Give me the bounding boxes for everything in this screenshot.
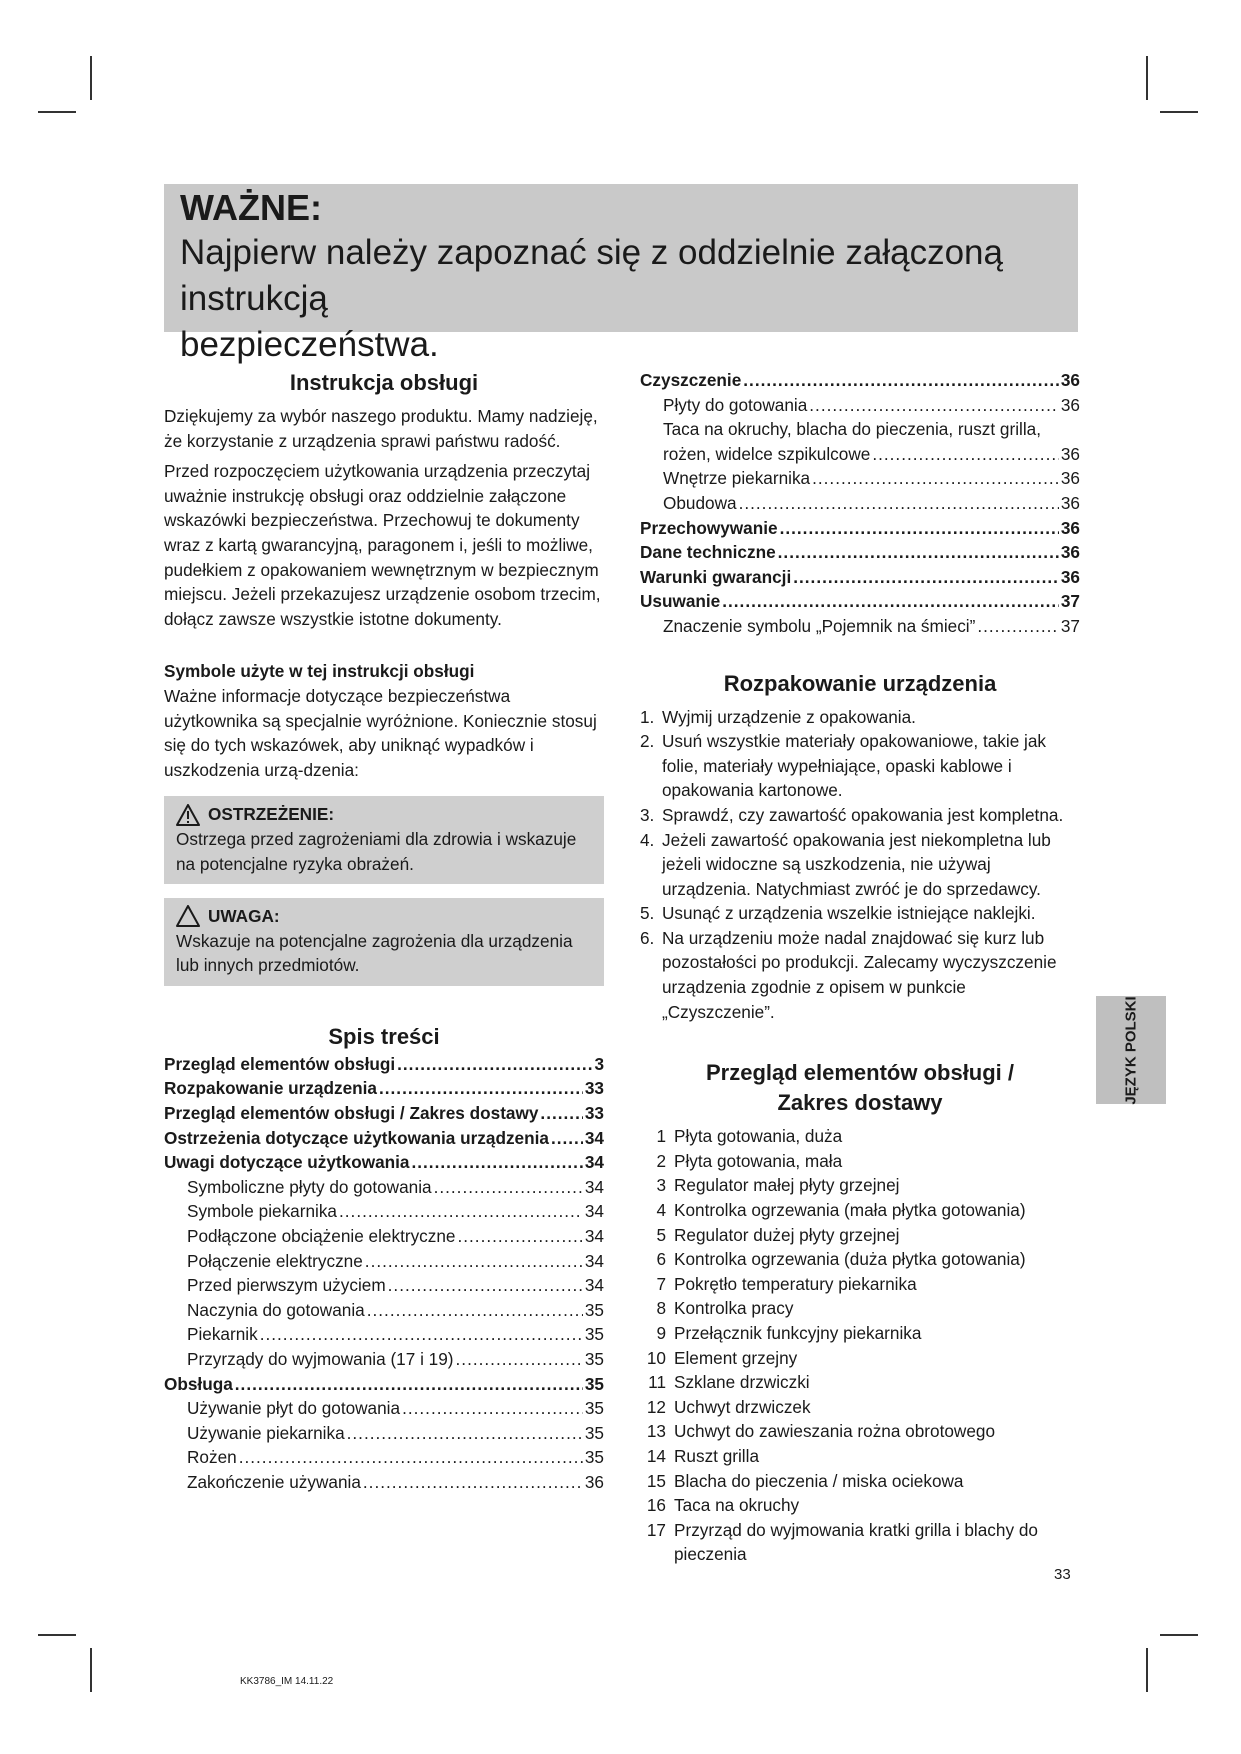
list-text: Płyta gotowania, duża: [674, 1126, 843, 1147]
left-column: [164, 368, 604, 1495]
list-number: 8: [656, 1298, 666, 1319]
language-side-tab: [1096, 996, 1166, 1104]
list-text: Kontrolka pracy: [674, 1298, 794, 1319]
toc-entry: [640, 368, 1080, 393]
toc-page: 3: [594, 1053, 604, 1074]
toc-leader-dots: [235, 1372, 583, 1397]
toc-page: 36: [1060, 394, 1080, 415]
part-item: [640, 1419, 1080, 1444]
toc-page: 33: [584, 1078, 604, 1099]
toc-page: 36: [1060, 468, 1080, 489]
list-number: 13: [646, 1421, 666, 1442]
toc-page: 34: [584, 1127, 604, 1148]
part-item: [640, 1198, 1080, 1223]
toc-page: 34: [584, 1250, 604, 1271]
warning-triangle-icon: [176, 804, 200, 826]
list-text: Uchwyt do zawieszania rożna obrotowego: [674, 1421, 996, 1442]
toc-entry: [164, 1224, 604, 1249]
toc-leader-dots: [739, 491, 1059, 516]
list-number: 1: [656, 1126, 666, 1147]
crop-mark: [1160, 111, 1198, 113]
toc-entry: [640, 442, 1080, 467]
list-text: Blacha do pieczenia / miska ociekowa: [674, 1470, 964, 1491]
unpack-step: [640, 901, 1080, 926]
toc-label: Zakończenie używania: [187, 1471, 361, 1492]
list-text: Taca na okruchy: [674, 1495, 800, 1516]
list-text: Na urządzeniu może nadal znajdować się kurz lub pozostałości po produkcji. Zalecamy wyczyszczenie urządzenia zgodnie z opisem w punkcie „Czyszczenie”.: [662, 927, 1057, 1022]
crop-mark: [38, 111, 76, 113]
toc-entry: [164, 1101, 604, 1126]
list-text: Pokrętło temperatury piekarnika: [674, 1273, 917, 1294]
list-number: 1.: [640, 706, 655, 727]
list-text: Ruszt grilla: [674, 1445, 760, 1466]
toc-page: 35: [584, 1373, 604, 1394]
important-line-1: Najpierw należy zapoznać się z oddzielnie załączoną instrukcją: [180, 233, 1003, 318]
toc-label: Znaczenie symbolu „Pojemnik na śmieci”: [663, 615, 976, 636]
list-number: 3: [656, 1175, 666, 1196]
warning-title: OSTRZEŻENIE:: [208, 804, 335, 825]
toc-page: 35: [584, 1422, 604, 1443]
toc-entry: [164, 1150, 604, 1175]
list-text: Jeżeli zawartość opakowania jest niekompletna lub jeżeli widoczne są uszkodzenia, nie używaj urządzenia. Natychmiast zwróć je do sprzedawcy.: [662, 829, 1051, 899]
toc-entry-continued: Taca na okruchy, blacha do pieczenia, ruszt grilla,: [663, 419, 1042, 440]
list-number: 9: [656, 1323, 666, 1343]
part-item: [640, 1370, 1080, 1395]
toc-leader-dots: [260, 1322, 583, 1347]
part-item: [640, 1223, 1080, 1248]
toc-leader-dots: [456, 1347, 583, 1372]
unpack-step: [640, 926, 1080, 1024]
toc-entry: [164, 1421, 604, 1446]
symbols-text: Ważne informacje dotyczące bezpieczeństwa użytkownika są specjalnie wyróżnione. Koniecznie stosuj się do tych wskazówek, aby uniknąć wypadków i uszkodzenia urzą-dzenia:: [164, 685, 597, 780]
toc-leader-dots: [388, 1273, 583, 1298]
toc-leader-dots: [367, 1298, 583, 1323]
unpack-step: [640, 803, 1080, 828]
toc-page: 34: [584, 1152, 604, 1173]
toc-page: 35: [584, 1324, 604, 1345]
toc-label: Przyrządy do wyjmowania (17 i 19): [187, 1349, 454, 1369]
toc-label: Płyty do gotowania: [663, 394, 808, 415]
warning-box: [164, 796, 604, 884]
toc-entry: [164, 1372, 604, 1397]
toc-entry: [164, 1273, 604, 1298]
table-of-contents-right: [640, 368, 1080, 417]
toc-page: 34: [584, 1275, 604, 1296]
toc-label: Używanie piekarnika: [187, 1422, 345, 1443]
toc-page: 34: [584, 1201, 604, 1222]
caution-text: Wskazuje na potencjalne zagrożenia dla urządzenia lub innych przedmiotów.: [176, 930, 573, 976]
toc-page: 34: [584, 1176, 604, 1197]
toc-leader-dots: [722, 589, 1059, 614]
toc-entry: [164, 1396, 604, 1421]
toc-page: 35: [584, 1349, 604, 1369]
list-text: Wyjmij urządzenie z opakowania.: [662, 706, 916, 727]
list-number: 5: [656, 1224, 666, 1245]
toc-label: Symbole piekarnika: [187, 1201, 337, 1222]
toc-entry: [164, 1445, 604, 1470]
list-number: 7: [656, 1273, 666, 1294]
toc-leader-dots: [743, 368, 1059, 393]
unpack-step: [640, 828, 1080, 902]
part-item: [640, 1321, 1080, 1346]
toc-page: 36: [1060, 492, 1080, 513]
list-number: 17: [646, 1519, 666, 1540]
toc-label: Przechowywanie: [640, 517, 778, 538]
toc-leader-dots: [809, 393, 1059, 418]
toc-entry: [640, 393, 1080, 418]
toc-label: Przegląd elementów obsługi / Zakres dostawy: [164, 1103, 539, 1124]
toc-leader-dots: [977, 614, 1059, 639]
toc-leader-dots: [363, 1470, 583, 1495]
toc-page: 34: [584, 1226, 604, 1247]
list-text: Przyrząd do wyjmowania kratki grilla i blachy do pieczenia: [674, 1519, 1038, 1565]
list-text: Usuń wszystkie materiały opakowaniowe, takie jak folie, materiały wypełniające, opaski kablowe i opakowania kartonowe.: [662, 731, 1047, 801]
table-of-contents-left: [164, 1052, 604, 1495]
list-text: Usunąć z urządzenia wszelkie istniejące naklejki.: [662, 903, 1036, 924]
caution-triangle-icon: [176, 905, 200, 927]
toc-page: 33: [584, 1103, 604, 1124]
part-item: [640, 1493, 1080, 1518]
part-item: [640, 1395, 1080, 1420]
part-item: [640, 1296, 1080, 1321]
toc-label: Ostrzeżenia dotyczące użytkowania urządzenia: [164, 1127, 549, 1148]
toc-leader-dots: [239, 1445, 583, 1470]
toc-entry: [640, 540, 1080, 565]
crop-mark: [1160, 1634, 1198, 1636]
toc-leader-dots: [379, 1076, 583, 1101]
toc-page: 36: [584, 1471, 604, 1492]
toc-leader-dots: [812, 466, 1059, 491]
crop-mark: [1146, 56, 1148, 100]
table-of-contents-right-cont: [640, 442, 1080, 639]
list-number: 4.: [640, 829, 655, 850]
warning-text: Ostrzega przed zagrożeniami dla zdrowia i wskazuje na potencjalne ryzyka obrażeń.: [176, 828, 577, 874]
list-number: 16: [646, 1495, 666, 1516]
toc-label: Używanie płyt do gotowania: [187, 1398, 401, 1419]
toc-page: 36: [1060, 542, 1080, 563]
toc-page: 36: [1060, 370, 1080, 390]
toc-entry: [164, 1052, 604, 1077]
right-column: [640, 368, 1080, 1567]
unpack-steps: [640, 705, 1080, 1025]
symbols-title: Symbole użyte w tej instrukcji obsługi: [164, 661, 475, 682]
toc-label: Wnętrze piekarnika: [663, 468, 811, 489]
unpack-step: [640, 729, 1080, 803]
toc-entry: [164, 1470, 604, 1495]
part-item: [640, 1149, 1080, 1174]
list-number: 4: [656, 1200, 666, 1221]
toc-label: Czyszczenie: [640, 370, 742, 390]
unpack-heading: Rozpakowanie urządzenia: [723, 670, 997, 696]
language-label: JĘZYK POLSKI: [1122, 995, 1140, 1105]
toc-leader-dots: [339, 1199, 583, 1224]
toc-leader-dots: [793, 565, 1059, 590]
part-item: [640, 1346, 1080, 1371]
toc-leader-dots: [780, 516, 1059, 541]
toc-label: Rozpakowanie urządzenia: [164, 1078, 377, 1099]
toc-page: 35: [584, 1398, 604, 1419]
list-number: 6: [656, 1249, 666, 1270]
toc-label: Podłączone obciążenie elektryczne: [187, 1226, 456, 1247]
toc-label: Rożen: [187, 1447, 237, 1468]
toc-label: Dane techniczne: [640, 542, 776, 563]
toc-label: rożen, widelce szpikulcowe: [663, 443, 871, 464]
read-before-use-paragraph: Przed rozpoczęciem użytkowania urządzenia przeczytaj uważnie instrukcję obsługi oraz oddzielnie załączone wskazówki bezpieczeństwa. Przechowuj te dokumenty wraz z kartą gwarancyjną, paragonem i, jeśli to możliwe, pudełkiem z opakowaniem wewnętrznym w bezpiecznym miejscu. Jeżeli przekazujesz urządzenie osobom trzecim, dołącz zawsze wszystkie istotne dokumenty.: [164, 461, 601, 629]
toc-entry: [640, 614, 1080, 639]
list-number: 11: [648, 1372, 666, 1393]
toc-entry: [164, 1298, 604, 1323]
list-text: Sprawdź, czy zawartość opakowania jest kompletna.: [662, 804, 1064, 825]
list-number: 15: [646, 1470, 666, 1491]
toc-label: Przed pierwszym użyciem: [187, 1275, 386, 1296]
toc-label: Obsługa: [164, 1373, 233, 1394]
important-title: WAŻNE:: [180, 187, 322, 228]
part-item: [640, 1124, 1080, 1149]
toc-entry: [164, 1199, 604, 1224]
caution-box: [164, 898, 604, 986]
parts-heading-2: Zakres dostawy: [777, 1090, 943, 1116]
list-number: 5.: [640, 903, 655, 924]
toc-leader-dots: [551, 1126, 583, 1151]
toc-entry: [640, 466, 1080, 491]
list-text: Regulator małej płyty grzejnej: [674, 1175, 900, 1196]
list-text: Uchwyt drzwiczek: [674, 1396, 811, 1417]
toc-page: 37: [1060, 615, 1080, 636]
list-text: Regulator dużej płyty grzejnej: [674, 1224, 900, 1245]
part-item: [640, 1444, 1080, 1469]
toc-entry: [640, 565, 1080, 590]
toc-leader-dots: [778, 540, 1059, 565]
list-number: 3.: [640, 804, 655, 825]
page-number: 33: [1054, 1566, 1071, 1583]
toc-label: Symboliczne płyty do gotowania: [187, 1176, 432, 1197]
crop-mark: [90, 56, 92, 100]
list-text: Płyta gotowania, mała: [674, 1150, 843, 1171]
list-number: 10: [646, 1347, 666, 1368]
list-number: 6.: [640, 927, 655, 948]
toc-entry: [164, 1175, 604, 1200]
toc-heading: Spis treści: [328, 1023, 440, 1049]
important-line-2: bezpieczeństwa.: [180, 325, 439, 364]
part-item: [640, 1247, 1080, 1272]
list-number: 2.: [640, 731, 655, 752]
toc-label: Usuwanie: [640, 591, 721, 612]
toc-page: 35: [584, 1447, 604, 1468]
toc-leader-dots: [411, 1150, 582, 1175]
important-notice-banner: [164, 184, 1078, 364]
toc-entry: [640, 516, 1080, 541]
toc-page: 36: [1060, 443, 1080, 464]
toc-label: Obudowa: [663, 492, 737, 513]
list-text: Przełącznik funkcyjny piekarnika: [674, 1323, 922, 1343]
footer-code: KK3786_IM 14.11.22: [240, 1676, 334, 1687]
part-item: [640, 1518, 1080, 1567]
toc-leader-dots: [347, 1421, 583, 1446]
toc-entry: [164, 1322, 604, 1347]
toc-entry: [164, 1076, 604, 1101]
toc-leader-dots: [397, 1052, 592, 1077]
crop-mark: [90, 1648, 92, 1692]
crop-mark: [38, 1634, 76, 1636]
list-text: Kontrolka ogrzewania (duża płytka gotowania): [674, 1249, 1026, 1270]
part-item: [640, 1173, 1080, 1198]
toc-entry: [640, 589, 1080, 614]
parts-heading-1: Przegląd elementów obsługi /: [705, 1060, 1015, 1086]
list-number: 14: [646, 1445, 666, 1466]
toc-entry: [164, 1126, 604, 1151]
toc-label: Przegląd elementów obsługi: [164, 1053, 396, 1074]
list-text: Element grzejny: [674, 1347, 798, 1368]
toc-label: Piekarnik: [187, 1324, 258, 1345]
toc-page: 36: [1060, 566, 1080, 587]
list-text: Szklane drzwiczki: [674, 1372, 810, 1393]
intro-paragraph: Dziękujemy za wybór naszego produktu. Mamy nadzieję, że korzystanie z urządzenia sprawi państwu radość.: [164, 406, 598, 451]
toc-leader-dots: [872, 442, 1059, 467]
toc-label: Warunki gwarancji: [640, 566, 792, 587]
caution-title: UWAGA:: [208, 906, 280, 927]
parts-list: [640, 1124, 1080, 1567]
list-number: 12: [646, 1396, 666, 1417]
crop-mark: [1146, 1648, 1148, 1692]
toc-leader-dots: [540, 1101, 582, 1126]
toc-page: 35: [584, 1299, 604, 1320]
part-item: [640, 1272, 1080, 1297]
toc-page: 37: [1060, 591, 1080, 612]
toc-label: Połączenie elektryczne: [187, 1250, 363, 1271]
toc-entry: [164, 1347, 604, 1372]
unpack-step: [640, 705, 1080, 730]
list-number: 2: [656, 1150, 666, 1171]
toc-leader-dots: [402, 1396, 583, 1421]
toc-label: Naczynia do gotowania: [187, 1299, 365, 1320]
manual-heading: Instrukcja obsługi: [289, 370, 479, 395]
toc-label: Uwagi dotyczące użytkowania: [164, 1152, 410, 1173]
toc-leader-dots: [457, 1224, 582, 1249]
list-text: Kontrolka ogrzewania (mała płytka gotowania): [674, 1200, 1026, 1221]
toc-leader-dots: [434, 1175, 583, 1200]
toc-leader-dots: [365, 1249, 583, 1274]
toc-entry: [640, 491, 1080, 516]
toc-page: 36: [1060, 517, 1080, 538]
toc-entry: [164, 1249, 604, 1274]
part-item: [640, 1469, 1080, 1494]
